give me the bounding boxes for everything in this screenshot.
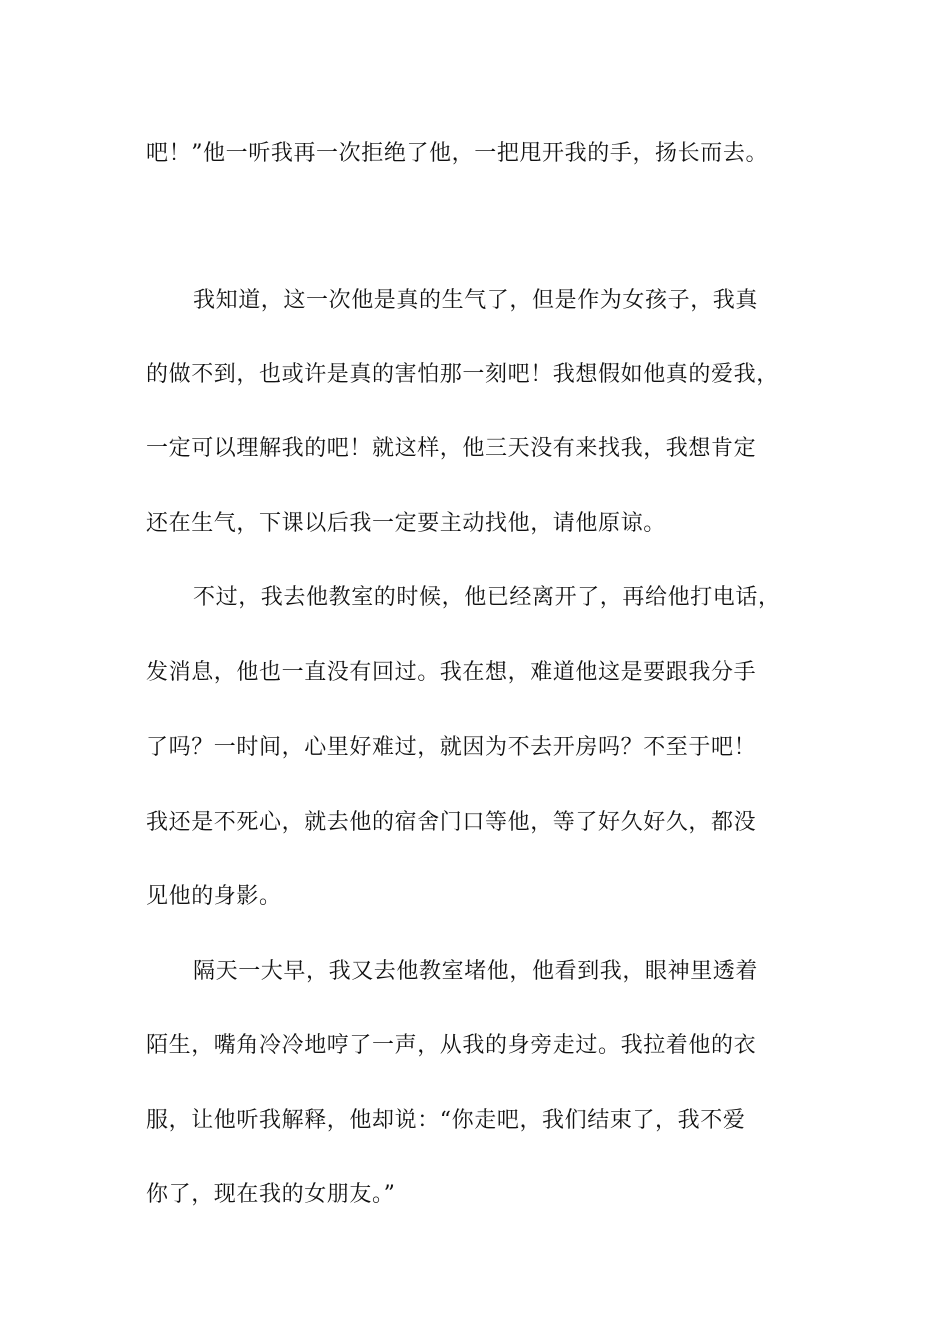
text-line: 的做不到，也或许是真的害怕那一刻吧！我想假如他真的爱我， (146, 362, 779, 387)
text-line: 陌生，嘴角冷冷地哼了一声，从我的身旁走过。我拉着他的衣 (146, 1033, 757, 1058)
text-line: 了吗？一时间，心里好难过，就因为不去开房吗？不至于吧！ (146, 735, 757, 760)
text-line: 一定可以理解我的吧！就这样，他三天没有来找我，我想肯定 (146, 436, 757, 461)
text-line: 服，让他听我解释，他却说：“你走吧，我们结束了，我不爱 (146, 1108, 746, 1133)
text-line: 我还是不死心，就去他的宿舍门口等他，等了好久好久，都没 (146, 810, 757, 835)
text-line: 你了，现在我的女朋友。” (146, 1182, 396, 1207)
paragraph-first-line: 不过，我去他教室的时候，他已经离开了，再给他打电话， (193, 585, 781, 610)
paragraph-first-line: 我知道，这一次他是真的生气了，但是作为女孩子，我真 (193, 288, 759, 313)
text-line: 还在生气，下课以后我一定要主动找他，请他原谅。 (146, 511, 666, 536)
text-line: 吧！”他一听我再一次拒绝了他，一把甩开我的手，扬长而去。 (146, 141, 769, 166)
paragraph-first-line: 隔天一大早，我又去他教室堵他，他看到我，眼神里透着 (193, 959, 759, 984)
text-line: 见他的身影。 (146, 884, 282, 909)
text-line: 发消息，他也一直没有回过。我在想，难道他这是要跟我分手 (146, 660, 757, 685)
